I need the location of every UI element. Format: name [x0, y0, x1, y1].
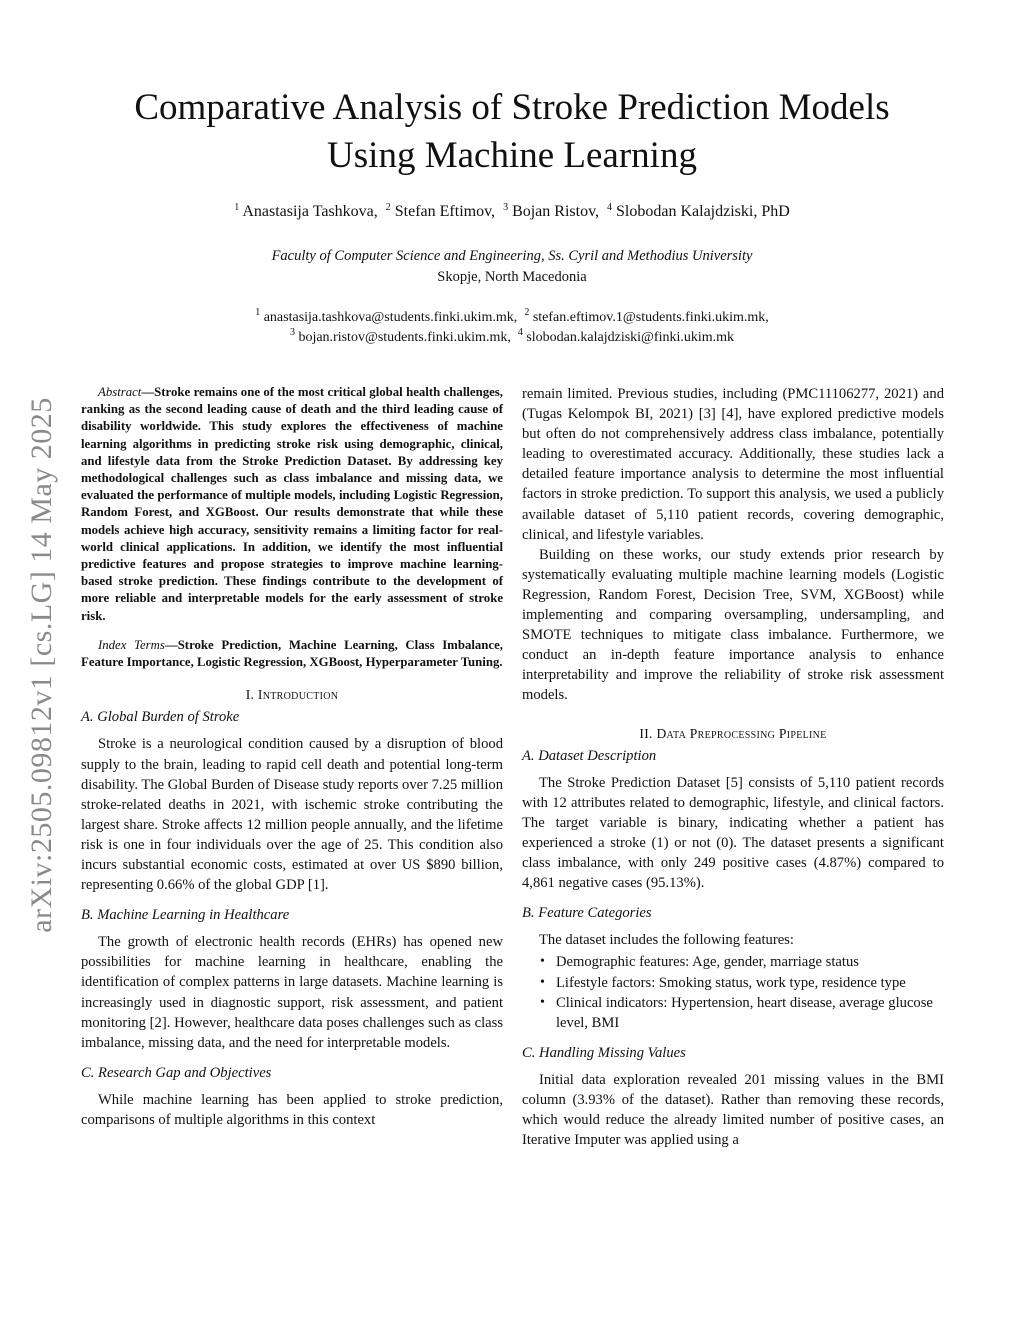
right-column — [522, 384, 944, 1150]
author-marker: 3 — [503, 202, 509, 213]
subsection-heading-missing-values: C. Handling Missing Values — [522, 1044, 686, 1061]
affiliation-block — [60, 246, 964, 288]
author-name: Stefan Eftimov, — [394, 203, 496, 220]
subsection-heading-global-burden: A. Global Burden of Stroke — [81, 709, 240, 726]
paragraph-research-gap-start: While machine learning has been applied to stroke prediction, comparisons of multiple algorithms in this context — [81, 1091, 503, 1129]
paragraph-dataset: The Stroke Prediction Dataset [5] consists of 5,110 patient records with 12 attributes related to demographic, lifestyle, and clinical factors. The target variable is binary, indicating whether a patient has experienced a stroke (1) or not (0). The dataset presents a significant class imbalance, with only 249 positive cases (4.87%) compared to 4,861 negative cases (95.13%). — [522, 774, 944, 892]
feature-list — [522, 952, 944, 1032]
abstract — [81, 384, 503, 625]
author-marker: 2 — [385, 202, 391, 213]
author-marker: 1 — [234, 202, 240, 213]
paragraph-research-gap-2: Building on these works, our study extends prior research by systematically evaluating multiple machine learning models (Logistic Regression, Random Forest, Decision Tree, SVM, XGBoost) while implementing and comparing oversampling, undersampling, and SMOTE techniques to mitigate class imbalance. Furthermore, we conduct an in-depth feature importance analysis to enhance interpretability and improve the reliability of stroke risk assessment models. — [522, 546, 944, 704]
title-line-2: Using Machine Learning — [327, 135, 697, 176]
section-heading-preprocessing: II. Data Preprocessing Pipeline — [639, 725, 827, 741]
email-address: bojan.ristov@students.finki.ukim.mk, — [298, 330, 511, 345]
email-list — [60, 308, 964, 348]
paragraph-features-intro: The dataset includes the following features: — [539, 932, 794, 949]
location: Skopje, North Macedonia — [437, 269, 587, 285]
author-list — [60, 200, 964, 224]
email-marker: 3 — [289, 327, 295, 338]
title-line-1: Comparative Analysis of Stroke Prediction Models — [134, 87, 890, 128]
paragraph-ml-healthcare: The growth of electronic health records (EHRs) has opened new possibilities for machine learning in healthcare, enabling the identification of complex patterns in large datasets. Machine learning is increasingly used in diagnostic support, risk assessment, and patient monitoring [2]. However, healthcare data poses challenges such as class imbalance, missing data, and the need for interpretable models. — [81, 934, 503, 1051]
abstract-label: Abstract — [98, 385, 142, 399]
abstract-text: —Stroke remains one of the most critical global health challenges, ranking as the second leading cause of death and the third leading cause of disability worldwide. This study explores the effectiveness of machine learning algorithms in predicting stroke risk using demographic, clinical, and lifestyle data from the Stroke Prediction Dataset. By addressing key methodological challenges such as class imbalance and missing data, we evaluated the performance of multiple models, including Logistic Regression, Random Forest, and XGBoost. Our results demonstrate that while these models achieve high accuracy, sensitivity remains a limiting factor for real-world clinical applications. In addition, we identify the most influential predictive features and propose strategies to improve machine learning-based stroke prediction. These findings contribute to the development of more reliable and interpretable models for the early assessment of stroke risk. — [81, 385, 503, 623]
subsection-heading-research-gap: C. Research Gap and Objectives — [81, 1064, 272, 1081]
email-marker: 2 — [524, 307, 530, 318]
paragraph-missing-values: Initial data exploration revealed 201 missing values in the BMI column (3.93% of the dataset). Rather than removing these records, which would reduce the already limited number of positive cases, an Iterative Imputer was applied using a — [522, 1071, 944, 1149]
left-column — [81, 384, 503, 1130]
author-marker: 4 — [607, 202, 613, 213]
paragraph-research-gap-cont: remain limited. Previous studies, including (PMC11106277, 2021) and (Tugas Kelompok BI, 2021) [3] [4], have explored predictive models but often do not comprehensively address class imbalance, potentially leading to overestimated accuracy. Additionally, these studies lack a detailed feature importance analysis to determine the most influential factors in stroke prediction. To support this analysis, we used a publicly available dataset of 5,110 patient records, covering demographic, clinical, and lifestyle variables. — [522, 386, 944, 543]
list-item: • Demographic features: Age, gender, marriage status — [538, 952, 944, 972]
arxiv-identifier-text: arXiv:2505.09812v1 [cs.LG] 14 May 2025 — [25, 397, 58, 933]
email-address: stefan.eftimov.1@students.finki.ukim.mk, — [532, 310, 769, 325]
list-item: • Lifestyle factors: Smoking status, work type, residence type — [538, 973, 944, 993]
index-terms — [81, 637, 503, 671]
email-marker: 1 — [255, 307, 261, 318]
email-marker: 4 — [517, 327, 523, 338]
subsection-heading-dataset: A. Dataset Description — [522, 747, 657, 764]
author-name: Slobodan Kalajdziski, PhD — [616, 203, 790, 220]
subsection-heading-ml-healthcare: B. Machine Learning in Healthcare — [81, 907, 290, 924]
index-terms-text: —Stroke Prediction, Machine Learning, Class Imbalance, Feature Importance, Logistic Regression, XGBoost, Hyperparameter Tuning. — [81, 637, 503, 670]
list-item: • Clinical indicators: Hypertension, heart disease, average glucose level, BMI — [538, 993, 944, 1033]
email-row — [60, 328, 964, 348]
author-name: Anastasija Tashkova, — [242, 203, 378, 220]
email-address: slobodan.kalajdziski@finki.ukim.mk — [526, 330, 735, 345]
paper-title — [60, 84, 964, 180]
affiliation: Faculty of Computer Science and Engineering, Ss. Cyril and Methodius University — [271, 248, 753, 264]
author-name: Bojan Ristov, — [512, 203, 600, 220]
index-terms-label: Index Terms — [98, 637, 165, 652]
section-heading-introduction: I. Introduction — [245, 687, 339, 703]
arxiv-identifier — [12, 370, 72, 960]
subsection-heading-features: B. Feature Categories — [522, 905, 652, 922]
paragraph-global-burden: Stroke is a neurological condition caused by a disruption of blood supply to the brain, leading to rapid cell death and potential long-term disability. The Global Burden of Disease study reports over 7.25 million stroke-related deaths in 2021, with ischemic stroke contributing the largest share. Stroke affects 12 million people annually, and the lifetime risk is one in four individuals over the age of 25. This condition also incurs substantial economic costs, estimated at over US $890 billion, representing 0.66% of the global GDP [1]. — [81, 736, 503, 894]
email-address: anastasija.tashkova@students.finki.ukim.mk, — [263, 310, 518, 325]
email-row — [60, 308, 964, 328]
